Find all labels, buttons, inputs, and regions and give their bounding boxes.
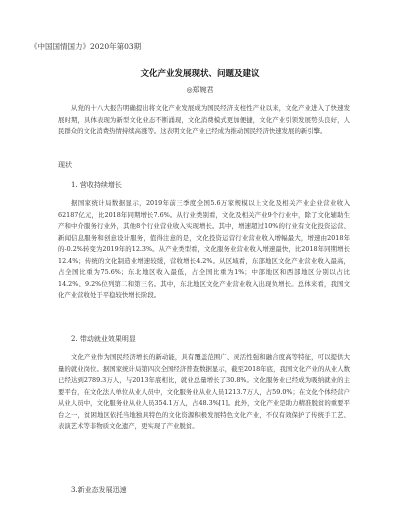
subheading-new-formats: 3.新业态发展迅速: [71, 486, 127, 494]
section-heading-status: 现状: [58, 161, 72, 169]
subheading-employment: 2. 带动就业效果明显: [71, 335, 136, 343]
revenue-paragraph: 据国家统计局数据显示，2019年前三季度全国5.6万家规模以上文化及相关产业企业营业收入62187亿元，比2018年同期增长7.6%。从行业类别看，文化及相关产业9个行业中，除了文化辅助生产和中介服务行业外，其他8个行业营业收入实现增长。其中，增速超过10%的行业有文化投资运营、新闻信息服务和创意设计服务，值得注意的是，文化投资运营行业营业收入增幅最大，增速由2018年的-0.2%转变为2019年的12.3%。从产业类型看，文化服务业营业收入增速最快，比2018年同期增长12.4%；传统的文化制造业增速较缓，营收增长4.2%。从区域看，东部地区文化产业营业收入最高，占全国比重为75.6%；东北地区收入最低，占全国比重为1%；中部地区和西部地区分别以占比14.2%、9.2%位列第二和第三名。其中，东北地区文化产业营业收入出现负增长。总体来看，我国文化产业营收处于平稳较快增长阶段。: [58, 199, 350, 299]
subheading-revenue-growth: 1. 营收持续增长: [71, 181, 122, 189]
journal-source: 《中国国情国力》2020年第03期: [30, 42, 142, 51]
intro-paragraph: 从党的十八大报告明确提出将文化产业发展成为国民经济支柱性产业以来，文化产业进入了快速发展时期，具体表现为新型文化业态不断涌现，文化消费模式更加便捷，文化产业引领发展势头良好，人民群众的文化消费热情持续高涨等。这表明文化产业已经成为推动国民经济快速发展的新引擎。: [58, 104, 350, 135]
employment-paragraph: 文化产业作为国民经济增长的新动能，具有覆盖范围广、灵活性强和融合度高等特征，可以提供大量的就业岗位。据国家统计局第四次全国经济普查数据显示，截至2018年底，我国文化产业的从业人数已经达到2789.3万人，与2013年底相比，就业总量增长了30.8%。文化服务业已经成为吸纳就业的主要平台，在文化法人单位从业人员中，文化服务业从业人员1213.7万人，占59.0%；在文化个体经营户从业人员中，文化服务业从业人员354.1万人，占48.3%[1]。此外，文化产业是助力精准脱贫的重要平台之一，贫困地区依托当地独具特色的文化资源积极发展特色文化产业，不仅有效保护了传统手工艺、表演艺术等非物质文化遗产，更实现了产业脱贫。: [58, 353, 350, 430]
article-author: ◎郑婉君: [186, 86, 214, 94]
article-title: 文化产业发展现状、问题及建议: [140, 69, 260, 79]
